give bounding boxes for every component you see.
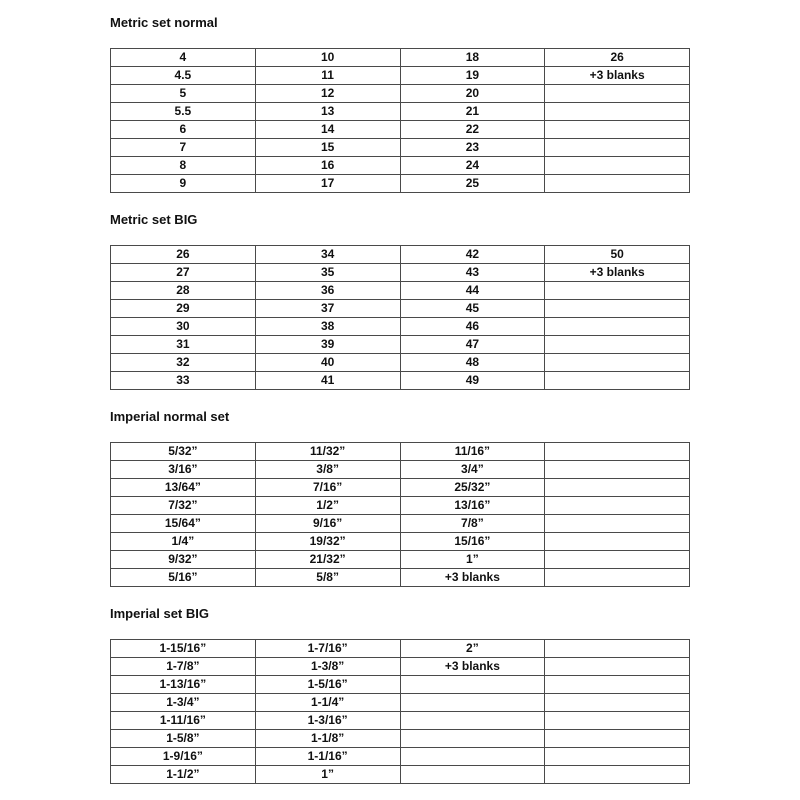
table-cell: 45 xyxy=(400,300,545,318)
table-row xyxy=(111,246,690,264)
table-cell: 34 xyxy=(255,246,400,264)
table-row xyxy=(111,551,690,569)
table-cell: 48 xyxy=(400,354,545,372)
table-cell: 1-3/16” xyxy=(255,712,400,730)
table-cell: 9 xyxy=(111,175,256,193)
table-row xyxy=(111,49,690,67)
table-cell: 1-15/16” xyxy=(111,640,256,658)
table-cell: 3/16” xyxy=(111,461,256,479)
table-cell: 1-7/16” xyxy=(255,640,400,658)
table-cell xyxy=(545,354,690,372)
table-cell xyxy=(545,676,690,694)
table-cell xyxy=(545,157,690,175)
section-metric-set-big xyxy=(110,211,690,390)
table-cell: 43 xyxy=(400,264,545,282)
table-cell: 7/16” xyxy=(255,479,400,497)
table-cell: 20 xyxy=(400,85,545,103)
table-row xyxy=(111,712,690,730)
table-cell xyxy=(400,748,545,766)
table-cell: 5.5 xyxy=(111,103,256,121)
table-cell: 14 xyxy=(255,121,400,139)
table-cell: 1-3/8” xyxy=(255,658,400,676)
table-cell: 44 xyxy=(400,282,545,300)
table-cell xyxy=(545,282,690,300)
table-row xyxy=(111,766,690,784)
table-row xyxy=(111,730,690,748)
table-cell xyxy=(545,658,690,676)
section-metric-set-normal xyxy=(110,14,690,193)
table-row xyxy=(111,515,690,533)
table-cell xyxy=(545,85,690,103)
table-cell: 1-1/4” xyxy=(255,694,400,712)
table-cell: 1-1/16” xyxy=(255,748,400,766)
table-cell: 7/8” xyxy=(400,515,545,533)
table-cell: 8 xyxy=(111,157,256,175)
table-cell xyxy=(545,443,690,461)
table-cell: 11/32” xyxy=(255,443,400,461)
table-row xyxy=(111,121,690,139)
table-cell: 9/16” xyxy=(255,515,400,533)
table-row xyxy=(111,569,690,587)
table-row xyxy=(111,336,690,354)
table-row xyxy=(111,461,690,479)
table-row xyxy=(111,658,690,676)
table-cell: 1-1/8” xyxy=(255,730,400,748)
table-cell: 3/4” xyxy=(400,461,545,479)
metric-set-big-table xyxy=(110,245,690,390)
table-row xyxy=(111,676,690,694)
table-cell: 30 xyxy=(111,318,256,336)
imperial-set-big-table xyxy=(110,639,690,784)
table-cell: 5/32” xyxy=(111,443,256,461)
table-cell: 1-5/16” xyxy=(255,676,400,694)
table-cell: 22 xyxy=(400,121,545,139)
table-cell: 38 xyxy=(255,318,400,336)
table-cell: 5 xyxy=(111,85,256,103)
table-cell: 28 xyxy=(111,282,256,300)
table-cell: 16 xyxy=(255,157,400,175)
table-row xyxy=(111,103,690,121)
table-cell: 27 xyxy=(111,264,256,282)
table-cell: 49 xyxy=(400,372,545,390)
table-cell xyxy=(545,712,690,730)
table-row xyxy=(111,497,690,515)
table-cell: 5/16” xyxy=(111,569,256,587)
table-cell xyxy=(545,318,690,336)
table-cell xyxy=(545,497,690,515)
table-cell: 1-13/16” xyxy=(111,676,256,694)
table-cell: 7/32” xyxy=(111,497,256,515)
table-cell: 1/4” xyxy=(111,533,256,551)
table-cell: 7 xyxy=(111,139,256,157)
table-cell: +3 blanks xyxy=(545,264,690,282)
table-cell: 1” xyxy=(255,766,400,784)
metric-set-normal-title: Metric set normal xyxy=(110,15,218,30)
imperial-set-big-title: Imperial set BIG xyxy=(110,606,209,621)
table-cell: 23 xyxy=(400,139,545,157)
table-cell: 10 xyxy=(255,49,400,67)
table-cell xyxy=(545,175,690,193)
table-row xyxy=(111,479,690,497)
imperial-normal-set-title: Imperial normal set xyxy=(110,409,230,424)
table-cell: 1/2” xyxy=(255,497,400,515)
table-cell: 32 xyxy=(111,354,256,372)
table-cell: 1-11/16” xyxy=(111,712,256,730)
table-cell: 40 xyxy=(255,354,400,372)
table-row xyxy=(111,694,690,712)
table-row xyxy=(111,372,690,390)
table-cell xyxy=(400,676,545,694)
table-cell: 26 xyxy=(545,49,690,67)
table-cell: 42 xyxy=(400,246,545,264)
table-cell: 1-3/4” xyxy=(111,694,256,712)
table-cell: 50 xyxy=(545,246,690,264)
table-row xyxy=(111,443,690,461)
section-imperial-normal-set xyxy=(110,408,690,587)
table-row xyxy=(111,175,690,193)
table-cell: +3 blanks xyxy=(400,569,545,587)
table-cell: 13/64” xyxy=(111,479,256,497)
table-cell: 47 xyxy=(400,336,545,354)
table-row xyxy=(111,139,690,157)
table-cell: 24 xyxy=(400,157,545,175)
table-row xyxy=(111,318,690,336)
table-cell: 6 xyxy=(111,121,256,139)
table-cell: 1-9/16” xyxy=(111,748,256,766)
table-cell: 3/8” xyxy=(255,461,400,479)
table-cell: 1-1/2” xyxy=(111,766,256,784)
table-row xyxy=(111,300,690,318)
table-cell: 1” xyxy=(400,551,545,569)
table-cell xyxy=(545,730,690,748)
table-row xyxy=(111,282,690,300)
table-cell: 41 xyxy=(255,372,400,390)
table-cell: 13 xyxy=(255,103,400,121)
table-cell: 12 xyxy=(255,85,400,103)
table-cell: 5/8” xyxy=(255,569,400,587)
table-cell xyxy=(400,712,545,730)
table-cell: 1-5/8” xyxy=(111,730,256,748)
metric-set-normal-table xyxy=(110,48,690,193)
table-cell: 36 xyxy=(255,282,400,300)
table-cell: 15 xyxy=(255,139,400,157)
table-row xyxy=(111,264,690,282)
table-cell: +3 blanks xyxy=(400,658,545,676)
table-cell: 37 xyxy=(255,300,400,318)
table-cell xyxy=(545,766,690,784)
section-imperial-set-big xyxy=(110,605,690,784)
table-cell xyxy=(545,121,690,139)
table-cell xyxy=(545,461,690,479)
table-cell xyxy=(545,336,690,354)
table-cell: 15/16” xyxy=(400,533,545,551)
table-row xyxy=(111,533,690,551)
table-cell: 11/16” xyxy=(400,443,545,461)
table-cell: 17 xyxy=(255,175,400,193)
table-cell xyxy=(545,372,690,390)
table-cell: 13/16” xyxy=(400,497,545,515)
table-cell: 18 xyxy=(400,49,545,67)
table-row xyxy=(111,748,690,766)
table-cell xyxy=(545,479,690,497)
table-cell: 31 xyxy=(111,336,256,354)
table-row xyxy=(111,85,690,103)
table-cell xyxy=(545,533,690,551)
table-cell: 4 xyxy=(111,49,256,67)
table-row xyxy=(111,354,690,372)
table-row xyxy=(111,157,690,175)
table-cell: 11 xyxy=(255,67,400,85)
table-cell xyxy=(400,694,545,712)
table-cell: +3 blanks xyxy=(545,67,690,85)
table-cell: 25 xyxy=(400,175,545,193)
table-cell xyxy=(545,694,690,712)
table-cell xyxy=(545,640,690,658)
table-cell: 21 xyxy=(400,103,545,121)
metric-set-big-title: Metric set BIG xyxy=(110,212,198,227)
table-cell: 46 xyxy=(400,318,545,336)
imperial-normal-set-table xyxy=(110,442,690,587)
table-cell: 2” xyxy=(400,640,545,658)
table-cell xyxy=(400,766,545,784)
table-cell: 1-7/8” xyxy=(111,658,256,676)
table-cell: 15/64” xyxy=(111,515,256,533)
table-cell xyxy=(545,551,690,569)
table-cell: 39 xyxy=(255,336,400,354)
table-row xyxy=(111,67,690,85)
table-cell: 4.5 xyxy=(111,67,256,85)
table-cell: 29 xyxy=(111,300,256,318)
table-cell: 25/32” xyxy=(400,479,545,497)
table-row xyxy=(111,640,690,658)
table-cell: 9/32” xyxy=(111,551,256,569)
table-cell xyxy=(545,139,690,157)
table-cell xyxy=(545,515,690,533)
table-cell: 35 xyxy=(255,264,400,282)
table-cell xyxy=(545,103,690,121)
table-cell: 19 xyxy=(400,67,545,85)
table-cell xyxy=(400,730,545,748)
table-cell xyxy=(545,300,690,318)
table-cell: 26 xyxy=(111,246,256,264)
table-cell: 19/32” xyxy=(255,533,400,551)
table-cell: 21/32” xyxy=(255,551,400,569)
table-cell xyxy=(545,569,690,587)
table-cell: 33 xyxy=(111,372,256,390)
table-cell xyxy=(545,748,690,766)
